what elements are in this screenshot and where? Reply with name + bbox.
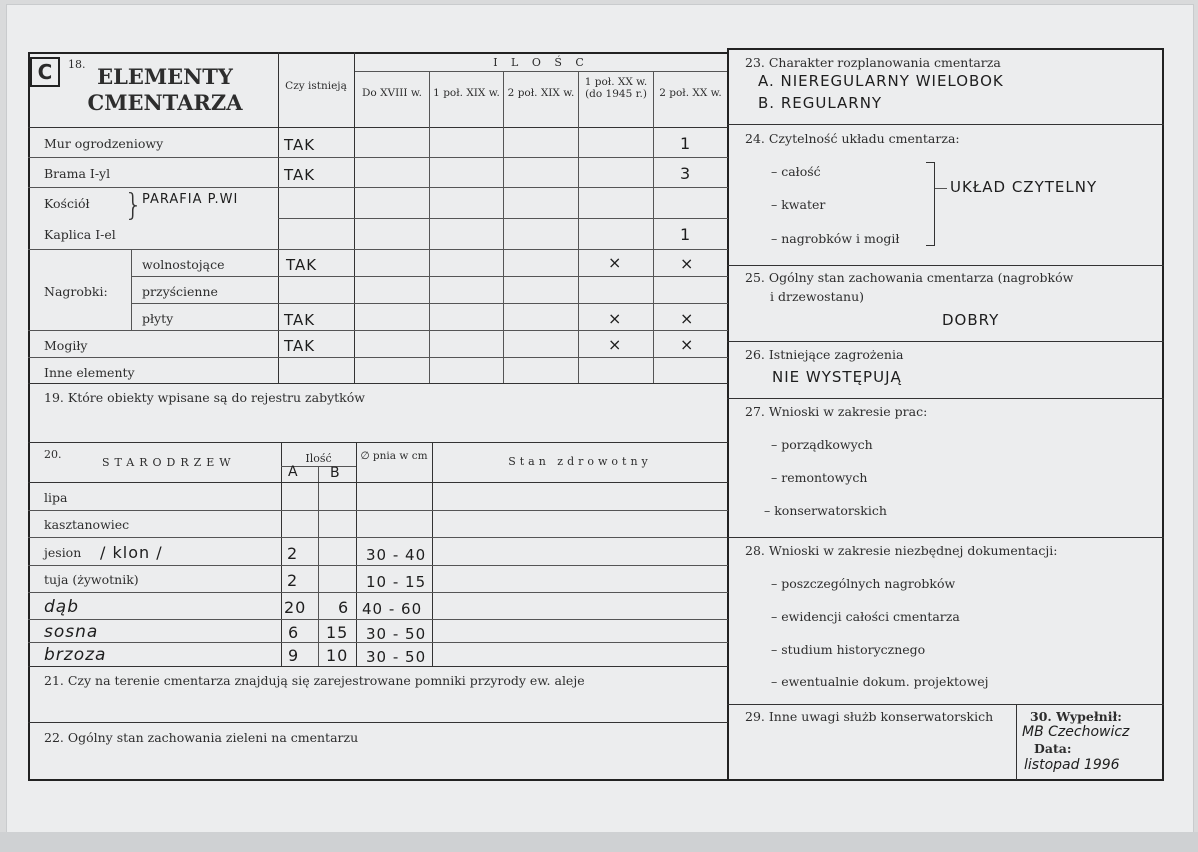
tree-name: jesion [44, 545, 82, 560]
mogily-exists: TAK [284, 337, 316, 355]
q24-bracket [926, 162, 935, 246]
tree-qty-a: 2 [287, 544, 299, 563]
q28-item-3: – studium historycznego [771, 642, 926, 657]
t2-v1 [281, 442, 282, 666]
q21-label: 21. Czy na terenie cmentarza znajdują się zarejestrowane pomniki przyrody ew. aleje [44, 673, 585, 688]
q28-item-4: – ewentualnie dokum. projektowej [771, 674, 989, 689]
row-label-nagrobki: Nagrobki: [44, 284, 108, 299]
plyty-exists: TAK [284, 311, 316, 329]
t2-diam-label: ∅ pnia w cm [360, 450, 428, 462]
tree-qty-b: 15 [326, 623, 349, 642]
t1-r7 [28, 330, 728, 331]
t1-v5 [578, 71, 579, 384]
q28-label: 28. Wnioski w zakresie niezbędnej dokumentacji: [745, 543, 1058, 558]
wolno-2polxx: × [680, 254, 695, 273]
q26-bottom [727, 398, 1164, 399]
tree-name: kasztanowiec [44, 517, 130, 532]
t2-qty-label: Ilość [305, 452, 332, 465]
mur-2polxx: 1 [680, 134, 692, 153]
wolno-exists: TAK [286, 256, 318, 274]
tree-diam: 10 - 15 [366, 573, 427, 591]
t1-r5 [131, 276, 728, 277]
q23-answer-a: A. NIEREGULARNY WIELOBOK [758, 72, 1004, 90]
tree-qty-a: 2 [287, 571, 299, 590]
row-label-kosciol: Kościół [44, 196, 90, 211]
q24-label: 24. Czytelność układu cmentarza: [745, 131, 960, 146]
t2-r5 [28, 619, 728, 620]
plyty-2polxx: × [680, 309, 695, 328]
plyty-1polxx: × [608, 309, 623, 328]
tree-extra: / klon / [100, 543, 163, 562]
t2-health-label: Stan zdrowotny [508, 455, 652, 468]
t2-qty-b: B [330, 465, 341, 481]
t1-r4 [28, 249, 728, 250]
q27-item-konserwatorskich: – konserwatorskich [764, 503, 887, 518]
q24-item-nagrobkow: – nagrobków i mogił [771, 231, 900, 246]
q26-label: 26. Istniejące zagrożenia [745, 347, 904, 362]
row-label-inne: Inne elementy [44, 365, 135, 380]
frame-top-left [28, 52, 728, 54]
q29-label: 29. Inne uwagi służb konserwatorskich [745, 709, 994, 724]
row-label-brama: Brama I-yl [44, 166, 111, 181]
q30-label: 30. Wypełnił: [1030, 709, 1122, 724]
q30-date-label: Data: [1034, 741, 1072, 756]
t2-v2 [318, 466, 319, 666]
t2-title: STARODRZEW [102, 456, 236, 469]
q21-bottom [28, 722, 728, 723]
scan-margin [0, 832, 1198, 852]
tree-qty-a: 20 [284, 598, 307, 617]
tree-diam: 30 - 40 [366, 546, 427, 564]
row-label-mur: Mur ogrodzeniowy [44, 136, 164, 151]
tree-diam: 30 - 50 [366, 648, 427, 666]
t1-header-line [28, 127, 728, 128]
q28-item-1: – poszczególnych nagrobków [771, 576, 956, 591]
q25-label-1: 25. Ogólny stan zachowania cmentarza (nagrobków [745, 270, 1074, 285]
tree-diam: 40 - 60 [362, 600, 423, 618]
t1-v6 [653, 71, 654, 384]
mogily-2polxx: × [680, 335, 695, 354]
t2-bottom [28, 666, 728, 667]
t2-v3 [356, 442, 357, 666]
q19-bottom [28, 442, 728, 443]
row-label-przysc: przyścienne [142, 284, 218, 299]
q25-answer: DOBRY [942, 311, 1000, 329]
row-label-mogily: Mogiły [44, 338, 88, 353]
tree-diam: 30 - 50 [366, 625, 427, 643]
brace-icon: } [124, 188, 144, 223]
q28-item-2: – ewidencji całości cmentarza [771, 609, 960, 624]
t1-r1 [28, 157, 728, 158]
mogily-1polxx: × [608, 335, 623, 354]
t2-number: 20. [44, 448, 62, 461]
col-2pol-xx: 2 poł. XX w. [659, 87, 722, 99]
t1-r3 [278, 218, 728, 219]
table-title [80, 64, 250, 116]
t2-r2 [28, 537, 728, 538]
t2-r3 [28, 565, 728, 566]
q23-label: 23. Charakter rozplanowania cmentarza [745, 55, 1001, 70]
section-number: 18. [68, 58, 86, 71]
tree-qty-a: 9 [288, 646, 300, 665]
kosciol-note: PARAFIA P.WI [142, 192, 239, 207]
wolno-1polxx: × [608, 253, 623, 272]
qty-header: I L O Ś C [493, 56, 589, 69]
q24-bracket-tick [935, 188, 947, 189]
t2-qty-a: A [288, 464, 299, 480]
tree-name: tuja (żywotnik) [44, 572, 139, 587]
t2-r4 [28, 592, 728, 593]
title-line-2: CMENTARZA [87, 90, 243, 115]
q27-item-porzadkowych: – porządkowych [771, 437, 873, 452]
q27-label: 27. Wnioski w zakresie prac: [745, 404, 928, 419]
t1-v4 [503, 71, 504, 384]
tree-qty-b: 6 [338, 598, 350, 617]
tree-qty-b: 10 [326, 646, 349, 665]
tree-name: lipa [44, 490, 68, 505]
q26-answer: NIE WYSTĘPUJĄ [772, 368, 902, 386]
q25-bottom [727, 341, 1164, 342]
section-letter-box: C [30, 57, 60, 87]
t1-r8 [28, 357, 728, 358]
kaplica-2polxx: 1 [680, 225, 692, 244]
q30-date: listopad 1996 [1024, 757, 1120, 773]
brama-exists: TAK [284, 166, 316, 184]
mur-exists: TAK [284, 136, 316, 154]
q24-item-kwater: – kwater [771, 197, 826, 212]
col-xviii: Do XVIII w. [362, 87, 422, 99]
q23-answer-b: B. REGULARNY [758, 94, 883, 112]
q27-bottom [727, 537, 1164, 538]
tree-qty-a: 6 [288, 623, 300, 642]
t2-header-line [28, 482, 728, 483]
t1-v-nagrobki [131, 250, 132, 330]
col-exists-header: Czy istnieją [285, 80, 347, 92]
q23-bottom [727, 124, 1164, 125]
row-label-wolno: wolnostojące [142, 257, 225, 272]
frame-top-right [727, 48, 1164, 50]
q22-label: 22. Ogólny stan zachowania zieleni na cmentarzu [44, 730, 359, 745]
row-label-kaplica: Kaplica I-el [44, 227, 116, 242]
tree-name: sosna [44, 622, 99, 642]
col-1pol-xx: 1 poł. XX w. (do 1945 r.) [584, 76, 648, 100]
title-line-1: ELEMENTY [97, 64, 233, 89]
q19-label: 19. Które obiekty wpisane są do rejestru zabytków [44, 390, 365, 405]
q25-label-2: i drzewostanu) [770, 289, 865, 304]
frame-bottom [28, 779, 1164, 781]
t2-r1 [28, 510, 728, 511]
t1-r6 [131, 303, 728, 304]
q24-answer: UKŁAD CZYTELNY [950, 178, 1098, 196]
row-label-plyty: płyty [142, 311, 174, 326]
q24-bottom [727, 265, 1164, 266]
tree-name: dąb [44, 597, 79, 617]
q29-q30-divider [1016, 704, 1017, 780]
q28-bottom [727, 704, 1164, 705]
brama-2polxx: 3 [680, 164, 692, 183]
q30-signature: MB Czechowicz [1022, 724, 1130, 740]
col-2pol-xix: 2 poł. XIX w. [507, 87, 575, 99]
frame-right [1162, 48, 1164, 780]
t1-bottom [28, 383, 728, 384]
q27-item-remontowych: – remontowych [771, 470, 868, 485]
col-1pol-xix: 1 poł. XIX w. [433, 87, 500, 99]
q24-item-calosc: – całość [771, 164, 821, 179]
frame-left [28, 52, 30, 780]
t1-v3 [429, 71, 430, 384]
t1-qty-line [354, 71, 727, 72]
tree-name: brzoza [44, 645, 107, 665]
t2-v4 [432, 442, 433, 666]
